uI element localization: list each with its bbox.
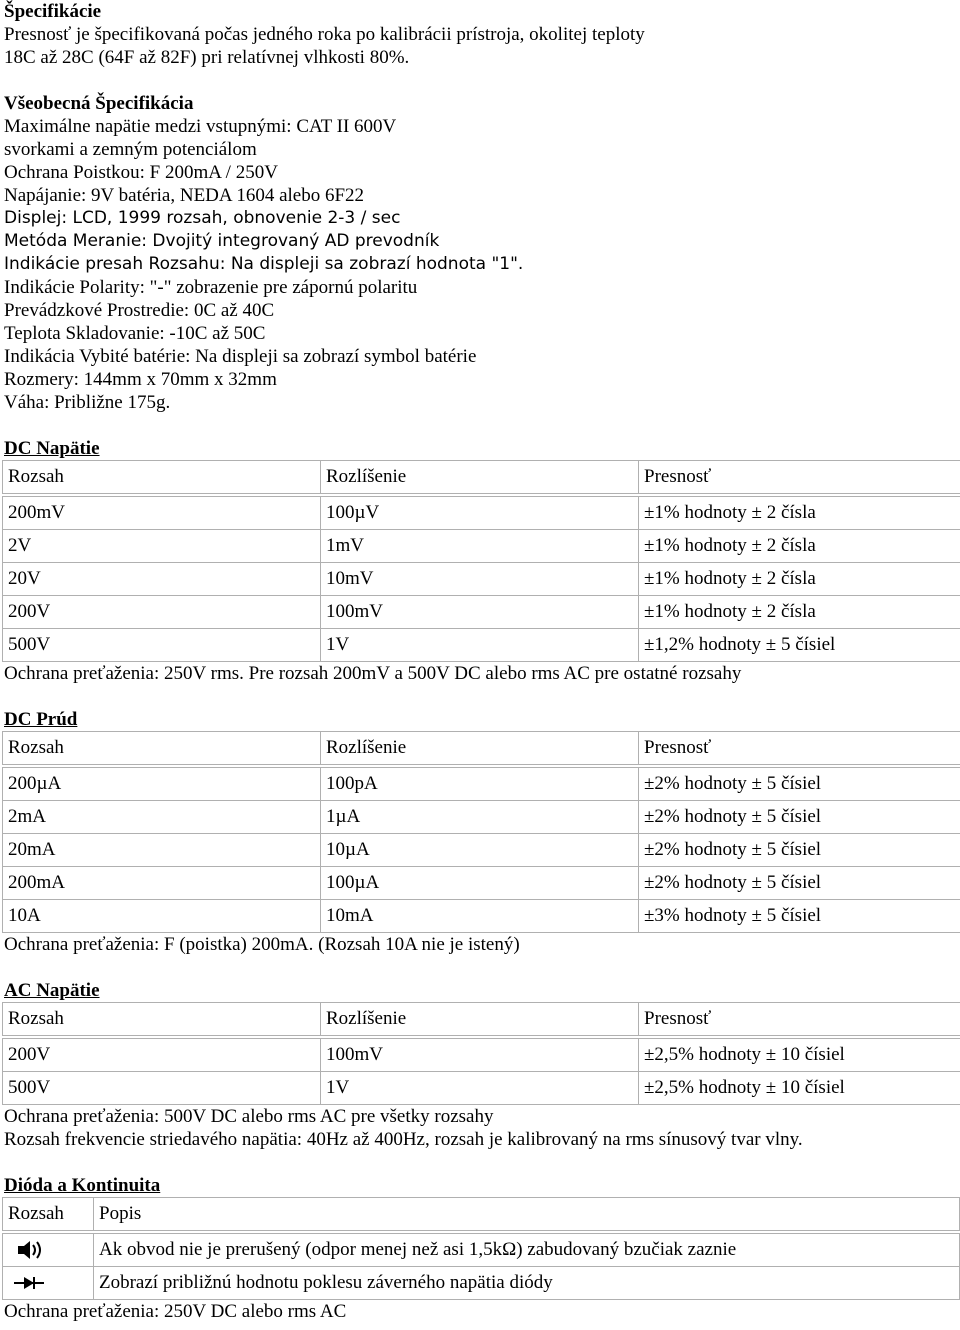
table-row (3, 1039, 960, 1072)
table-row (3, 629, 960, 662)
table-row (3, 867, 960, 900)
table-header-row (3, 732, 960, 765)
header-description: Popis (94, 1198, 960, 1231)
dc-voltage-table (2, 460, 960, 662)
resolution-cell: 100µV (321, 497, 639, 530)
table-row (3, 834, 960, 867)
accuracy-cell: ±1% hodnoty ± 2 čísla (639, 596, 960, 629)
spec-title: Špecifikácie (4, 1, 102, 22)
range-cell: 200V (3, 1039, 321, 1072)
dc-voltage-note: Ochrana preťaženia: 250V rms. Pre rozsah 200mV a 500V DC alebo rms AC pre ostatné rozsahy (4, 663, 742, 684)
ac-voltage-note-1: Ochrana preťaženia: 500V DC alebo rms AC pre všetky rozsahy (4, 1106, 494, 1127)
table-row (3, 1072, 960, 1105)
range-cell: 2mA (3, 801, 321, 834)
range-cell: 200V (3, 596, 321, 629)
accuracy-cell: ±1% hodnoty ± 2 čísla (639, 530, 960, 563)
accuracy-cell: ±2,5% hodnoty ± 10 čísiel (639, 1039, 960, 1072)
ac-voltage-note-2: Rozsah frekvencie striedavého napätia: 40Hz až 400Hz, rozsah je kalibrovaný na rms sínusový tvar vlny. (4, 1129, 803, 1150)
general-spec-line: Displej: LCD, 1999 rozsah, obnovenie 2-3 / sec (4, 208, 401, 228)
general-spec-line: Teplota Skladovanie: -10C až 50C (4, 323, 266, 344)
spec-intro-line-1: Presnosť je špecifikovaná počas jedného roka po kalibrácii prístroja, okolitej teploty (4, 24, 645, 45)
table-row (3, 801, 960, 834)
header-accuracy: Presnosť (639, 1003, 960, 1036)
resolution-cell: 100µA (321, 867, 639, 900)
accuracy-cell: ±1% hodnoty ± 2 čísla (639, 563, 960, 596)
diode-icon-cell (3, 1267, 94, 1300)
resolution-cell: 10µA (321, 834, 639, 867)
dc-current-note: Ochrana preťaženia: F (poistka) 200mA. (Rozsah 10A nie je istený) (4, 934, 520, 955)
header-range: Rozsah (3, 461, 321, 494)
accuracy-cell: ±1% hodnoty ± 2 čísla (639, 497, 960, 530)
header-resolution: Rozlíšenie (321, 461, 639, 494)
resolution-cell: 1mV (321, 530, 639, 563)
range-cell: 200mV (3, 497, 321, 530)
range-cell: 500V (3, 1072, 321, 1105)
general-spec-line: Indikácie Polarity: "-" zobrazenie pre zápornú polaritu (4, 277, 418, 298)
dc-current-table (2, 731, 960, 933)
table-row (3, 1267, 960, 1300)
diode-continuity-title: Dióda a Kontinuita (4, 1175, 161, 1196)
header-range: Rozsah (3, 1003, 321, 1036)
table-header-row (3, 1003, 960, 1036)
range-cell: 2V (3, 530, 321, 563)
range-cell: 200mA (3, 867, 321, 900)
range-cell: 20mA (3, 834, 321, 867)
diode-icon (8, 1271, 48, 1295)
buzzer-icon (8, 1238, 48, 1262)
dc-current-title: DC Prúd (4, 709, 78, 730)
range-cell: 500V (3, 629, 321, 662)
table-row (3, 530, 960, 563)
range-cell: 200µA (3, 768, 321, 801)
spec-document (4, 0, 956, 1323)
general-spec-line: Metóda Meranie: Dvojitý integrovaný AD prevodník (4, 231, 440, 251)
spec-intro-line-2: 18C až 28C (64F až 82F) pri relatívnej vlhkosti 80%. (4, 47, 410, 68)
general-spec-line: Váha: Približne 175g. (4, 392, 171, 413)
general-spec-line: Indikácia Vybité batérie: Na displeji sa zobrazí symbol batérie (4, 346, 477, 367)
resolution-cell: 1V (321, 1072, 639, 1105)
header-range: Rozsah (3, 732, 321, 765)
general-spec-line: Ochrana Poistkou: F 200mA / 250V (4, 162, 278, 183)
continuity-description: Ak obvod nie je prerušený (odpor menej než asi 1,5kΩ) zabudovaný bzučiak zaznie (94, 1234, 960, 1267)
diode-description: Zobrazí približnú hodnotu poklesu záverného napätia diódy (94, 1267, 960, 1300)
diode-note: Ochrana preťaženia: 250V DC alebo rms AC (4, 1301, 347, 1322)
table-row (3, 563, 960, 596)
accuracy-cell: ±1,2% hodnoty ± 5 čísiel (639, 629, 960, 662)
header-accuracy: Presnosť (639, 732, 960, 765)
table-row (3, 900, 960, 933)
buzzer-icon-cell (3, 1234, 94, 1267)
resolution-cell: 10mA (321, 900, 639, 933)
resolution-cell: 100mV (321, 1039, 639, 1072)
table-header-row (3, 461, 960, 494)
general-spec-title: Všeobecná Špecifikácia (4, 93, 194, 114)
header-range: Rozsah (3, 1198, 94, 1231)
table-row (3, 596, 960, 629)
accuracy-cell: ±2% hodnoty ± 5 čísiel (639, 834, 960, 867)
range-cell: 20V (3, 563, 321, 596)
header-resolution: Rozlíšenie (321, 732, 639, 765)
range-cell: 10A (3, 900, 321, 933)
accuracy-cell: ±2% hodnoty ± 5 čísiel (639, 867, 960, 900)
diode-continuity-table (2, 1197, 960, 1300)
table-header-row (3, 1198, 960, 1231)
general-spec-line: Indikácie presah Rozsahu: Na displeji sa zobrazí hodnota "1". (4, 254, 524, 274)
resolution-cell: 1V (321, 629, 639, 662)
accuracy-cell: ±2,5% hodnoty ± 10 čísiel (639, 1072, 960, 1105)
resolution-cell: 100pA (321, 768, 639, 801)
table-row (3, 768, 960, 801)
table-row (3, 497, 960, 530)
accuracy-cell: ±2% hodnoty ± 5 čísiel (639, 768, 960, 801)
table-row (3, 1234, 960, 1267)
general-spec-line: Napájanie: 9V batéria, NEDA 1604 alebo 6F22 (4, 185, 365, 206)
general-spec-line: Maximálne napätie medzi vstupnými: CAT II 600V (4, 116, 397, 137)
header-accuracy: Presnosť (639, 461, 960, 494)
general-spec-line: Prevádzkové Prostredie: 0C až 40C (4, 300, 275, 321)
dc-voltage-title: DC Napätie (4, 438, 100, 459)
general-spec-line: svorkami a zemným potenciálom (4, 139, 257, 160)
resolution-cell: 1µA (321, 801, 639, 834)
ac-voltage-title: AC Napätie (4, 980, 100, 1001)
accuracy-cell: ±3% hodnoty ± 5 čísiel (639, 900, 960, 933)
resolution-cell: 10mV (321, 563, 639, 596)
header-resolution: Rozlíšenie (321, 1003, 639, 1036)
resolution-cell: 100mV (321, 596, 639, 629)
general-spec-line: Rozmery: 144mm x 70mm x 32mm (4, 369, 277, 390)
accuracy-cell: ±2% hodnoty ± 5 čísiel (639, 801, 960, 834)
ac-voltage-table (2, 1002, 960, 1105)
